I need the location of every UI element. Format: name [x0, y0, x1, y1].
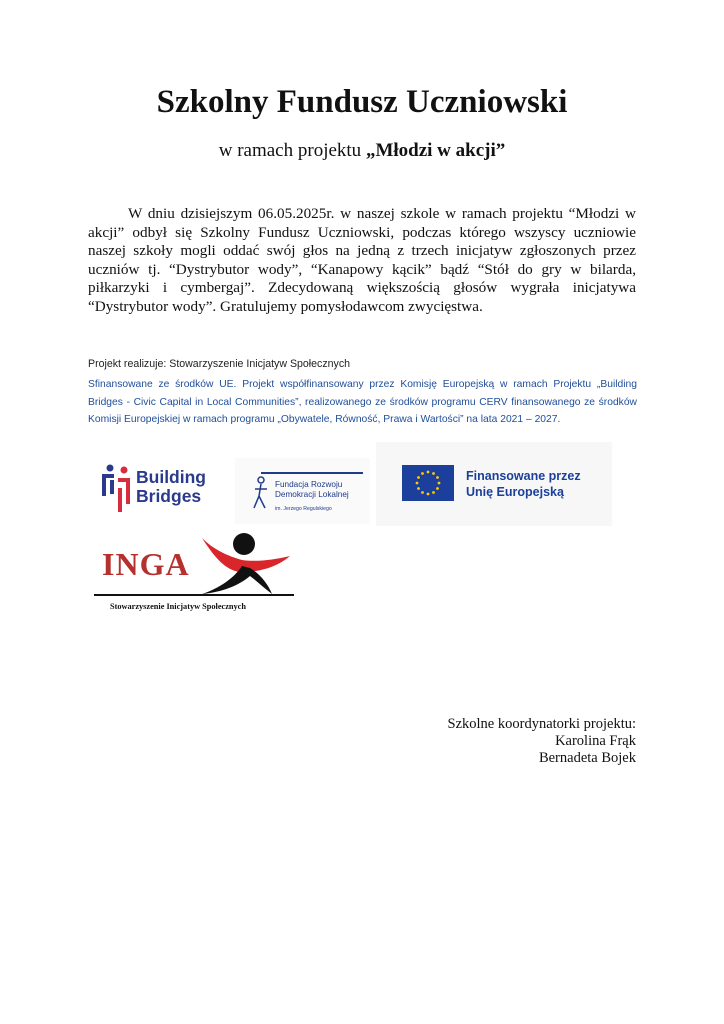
inga-logo	[86, 528, 296, 616]
inga-name: INGA	[102, 546, 190, 582]
coordinators-label: Szkolne koordynatorki projektu:	[447, 716, 636, 732]
building-bridges-logo	[96, 458, 226, 520]
frdl-patron: im. Jerzego Regulskiego	[275, 506, 332, 512]
project-name: „Młodzi w akcji”	[365, 140, 506, 161]
document-title: Szkolny Fundusz Uczniowski	[156, 84, 568, 120]
funding-statement: Sfinansowane ze środków UE. Projekt współfinansowany przez Komisję Europejską w ramach Projektu „Building Bridges - Civic Capital in Local Communities”, realizowanego ze środków programu CERV finansowanego ze środków Komisji Europejskiej w ramach programu „Obywatele, Równość, Prawa i Wartości” na lata 2021 – 2027.	[88, 379, 637, 426]
eu-flag-icon	[402, 465, 454, 501]
frdl-figure-icon	[251, 476, 271, 512]
eu-line1: Finansowane przez	[466, 469, 581, 483]
frdl-divider	[261, 472, 363, 474]
document-subtitle	[0, 140, 724, 162]
eu-line2: Unię Europejską	[466, 485, 564, 499]
announcement-paragraph: W dniu dzisiejszym 06.05.2025r. w naszej szkole w ramach projektu “Młodzi w akcji” odbył się Szkolny Fundusz Uczniowski, podczas którego wszyscy uczniowie naszej szkoły mogli oddać swój głos na jedną z trzech inicjatyw zgłoszonych przez uczniów tj. “Dystrybutor wody”, “Kanapowy kącik” bądź “Stół do gry w bilarda, piłkarzyki i cymbergaj”. Zdecydowaną większością głosów wygrała inicjatywa “Dystrybutor wody”. Gratulujemy pomysłodawcom zwycięstwa.	[88, 205, 636, 315]
building-bridges-line2: Bridges	[136, 486, 202, 506]
coordinators-block	[400, 716, 636, 768]
coordinator-name: Bernadeta Bojek	[538, 750, 636, 767]
inga-figure-icon	[194, 530, 294, 598]
frdl-line1: Fundacja Rozwoju	[275, 480, 343, 489]
project-realizer-line: Projekt realizuje: Stowarzyszenie Inicjatyw Społecznych	[88, 358, 351, 370]
frdl-line2: Demokracji Lokalnej	[275, 490, 349, 499]
inga-tagline: Stowarzyszenie Inicjatyw Społecznych	[110, 602, 246, 611]
subtitle-prefix: w ramach projektu	[218, 140, 366, 161]
building-bridges-line1: Building	[136, 467, 206, 487]
inga-divider	[94, 594, 294, 596]
coordinator-name: Karolina Frąk	[555, 733, 636, 750]
frdl-logo	[235, 458, 370, 524]
eu-funding-logo	[376, 442, 612, 526]
building-bridges-icon	[100, 464, 136, 514]
